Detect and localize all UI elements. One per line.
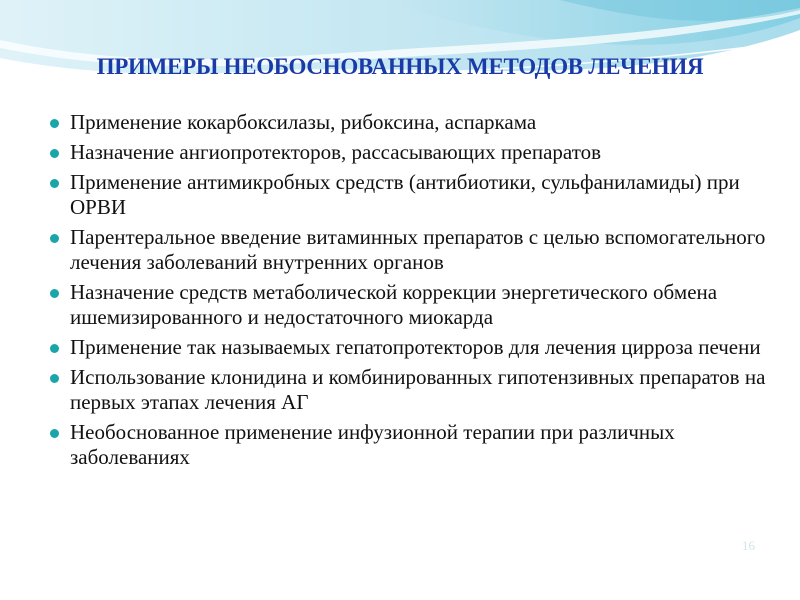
list-item-text: Применение антимикробных средств (антибиотики, сульфаниламиды) при ОРВИ	[70, 170, 740, 219]
bullet-icon	[50, 179, 59, 188]
bullet-icon	[50, 289, 59, 298]
list-item	[48, 365, 778, 415]
list-item-text: Необоснованное применение инфузионной терапии при различных заболеваниях	[70, 420, 675, 469]
list-item	[48, 140, 778, 165]
list-item-text: Назначение ангиопротекторов, рассасывающих препаратов	[70, 140, 602, 164]
list-item	[48, 420, 778, 470]
list-item	[48, 280, 778, 330]
list-item-text: Использование клонидина и комбинированных гипотензивных препаратов на первых этапах лечения АГ	[70, 365, 766, 414]
list-item-text: Применение кокарбоксилазы, рибоксина, аспаркама	[70, 110, 537, 134]
list-item-text: Назначение средств метаболической коррекции энергетического обмена ишемизированного и недостаточного миокарда	[70, 280, 718, 329]
bullet-icon	[50, 119, 59, 128]
list-item	[48, 335, 778, 360]
list-item-text: Применение так называемых гепатопротекторов для лечения цирроза печени	[70, 335, 761, 359]
bullet-icon	[50, 234, 59, 243]
bullet-icon	[50, 149, 59, 158]
bullet-icon	[50, 429, 59, 438]
list-item-text: Парентеральное введение витаминных препаратов с целью вспомогательного лечения заболеваний внутренних органов	[70, 225, 766, 274]
bullet-icon	[50, 374, 59, 383]
page-number: 16	[742, 538, 755, 553]
list-item	[48, 225, 778, 275]
slide-title: ПРИМЕРЫ НЕОБОСНОВАННЫХ МЕТОДОВ ЛЕЧЕНИЯ	[96, 54, 704, 79]
list-item	[48, 170, 778, 220]
list-item	[48, 110, 778, 135]
bullet-icon	[50, 344, 59, 353]
bullet-list	[48, 110, 778, 475]
